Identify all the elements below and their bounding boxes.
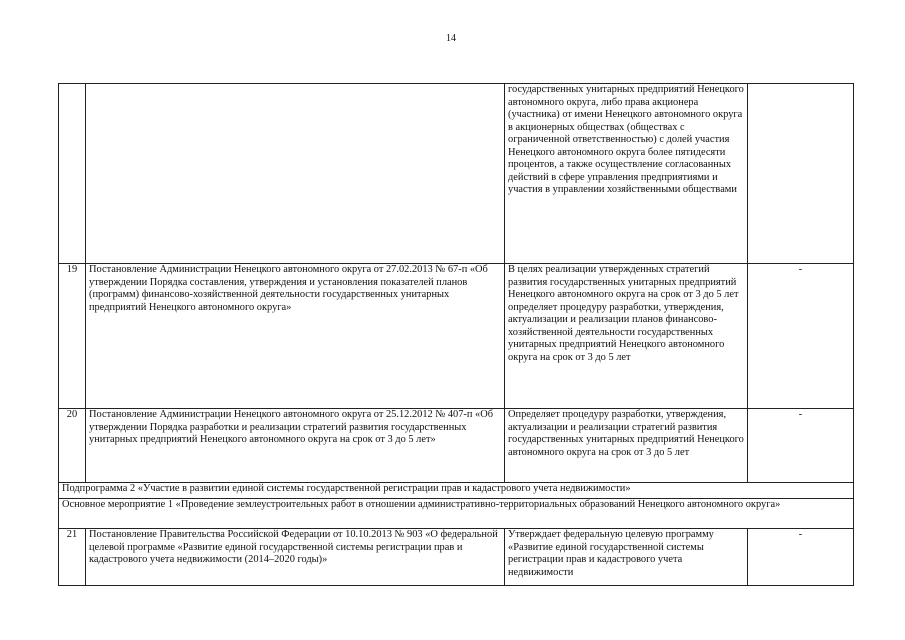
- page-number: 14: [446, 33, 456, 44]
- subprogram-row: [59, 483, 854, 499]
- row-number-cell: 19: [59, 264, 86, 409]
- description-cell: государственных унитарных предприятий Ненецкого автономного округа, либо права акционера (участника) от имени Ненецкого автономного округа в акционерных обществах (обществах с ограниченной ответственностью) с долей участия Ненецкого автономного округа более пятидесяти процентов, а также осуществление согласованных действий в сфере управления предприятиями и участия в управлении хозяйственными обществами: [505, 84, 748, 264]
- document-cell: Постановление Администрации Ненецкого автономного округа от 27.02.2013 № 67-п «Об утверждении Порядка составления, утверждения и установления показателей планов (программ) финансово-хозяйственной деятельности государственных унитарных предприятий Ненецкого автономного округа»: [86, 264, 505, 409]
- document-cell: Постановление Правительства Российской Федерации от 10.10.2013 № 903 «О федеральной целевой программе «Развитие единой государственной системы регистрации прав и кадастрового учета недвижимости (2014–2020 годы)»: [86, 529, 505, 586]
- regulations-table: [58, 83, 854, 586]
- row-number-cell: 20: [59, 409, 86, 483]
- table-row: [59, 84, 854, 264]
- description-cell: Определяет процедуру разработки, утверждения, актуализации и реализации стратегий развития государственных унитарных предприятий Ненецкого автономного округа на срок от 3 до 5 лет: [505, 409, 748, 483]
- row-number-cell: [59, 84, 86, 264]
- table-row: [59, 529, 854, 586]
- description-cell: В целях реализации утвержденных стратегий развития государственных унитарных предприятий Ненецкого автономного округа на срок от 3 до 5 лет определяет процедуру разработки, утверждения, актуализации и реализации планов финансово-хозяйственной деятельности государственных унитарных предприятий Ненецкого автономного округа на срок от 3 до 5 лет: [505, 264, 748, 409]
- document-cell: [86, 84, 505, 264]
- row-number-cell: 21: [59, 529, 86, 586]
- note-cell: -: [748, 264, 854, 409]
- note-cell: [748, 84, 854, 264]
- table-row: [59, 409, 854, 483]
- main-activity-heading: Основное мероприятие 1 «Проведение землеустроительных работ в отношении административно-территориальных образований Ненецкого автономного округа»: [59, 499, 854, 529]
- subprogram-heading: Подпрограмма 2 «Участие в развитии единой системы государственной регистрации прав и кадастрового учета недвижимости»: [59, 483, 854, 499]
- table-row: [59, 264, 854, 409]
- note-cell: -: [748, 529, 854, 586]
- description-cell: Утверждает федеральную целевую программу «Развитие единой государственной системы регистрации прав и кадастрового учета недвижимости: [505, 529, 748, 586]
- main-activity-row: [59, 499, 854, 529]
- document-cell: Постановление Администрации Ненецкого автономного округа от 25.12.2012 № 407-п «Об утверждении Порядка разработки и реализации стратегий развития государственных унитарных предприятий Ненецкого автономного округа на срок от 3 до 5 лет»: [86, 409, 505, 483]
- note-cell: -: [748, 409, 854, 483]
